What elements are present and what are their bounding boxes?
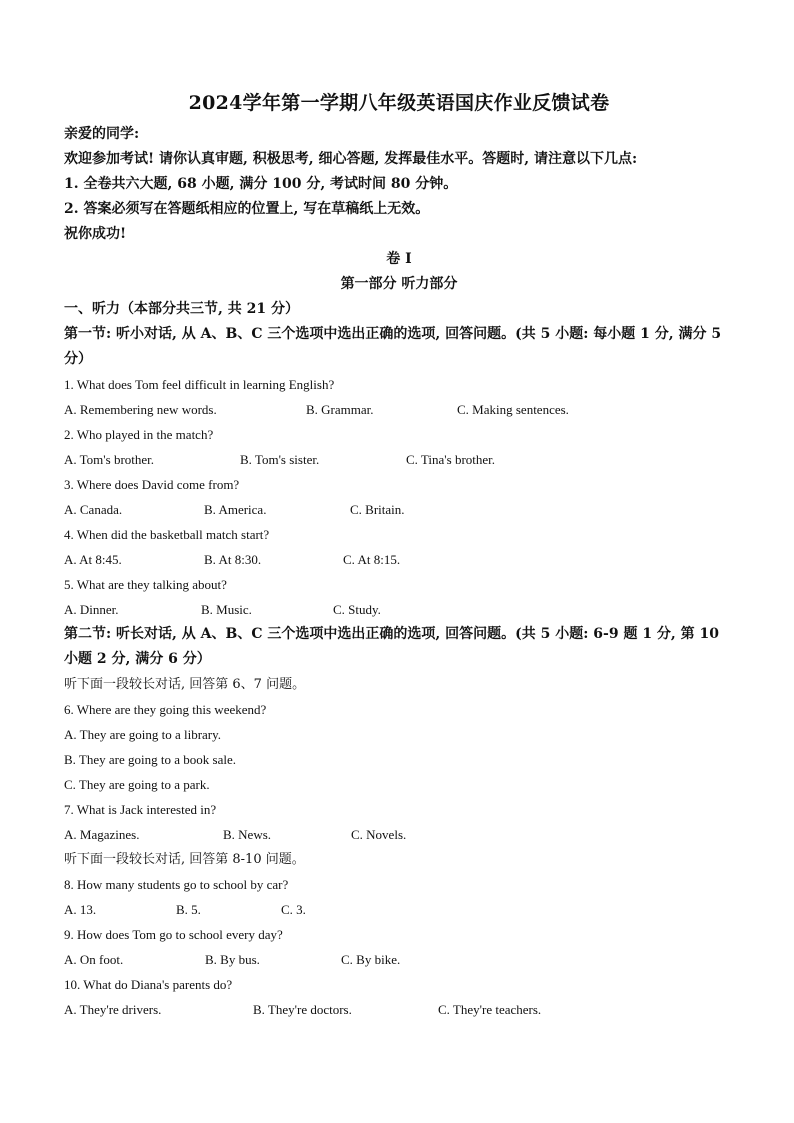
question-5-options bbox=[64, 597, 734, 622]
wish: 祝你成功! bbox=[64, 226, 127, 242]
question-block bbox=[64, 972, 734, 1022]
option-a: A. They're drivers. bbox=[64, 1002, 162, 1017]
option-a: A. Dinner. bbox=[64, 602, 119, 617]
option-c: C. Novels. bbox=[351, 827, 407, 842]
greeting: 亲爱的同学: bbox=[64, 126, 140, 142]
question-7: 7. What is Jack interested in? bbox=[64, 802, 217, 817]
option-a: A. Remembering new words. bbox=[64, 402, 217, 417]
option-c: C. Making sentences. bbox=[457, 402, 569, 417]
option-b: B. America. bbox=[204, 502, 267, 517]
question-8: 8. How many students go to school by car? bbox=[64, 877, 289, 892]
option-c: C. They are going to a park. bbox=[64, 777, 210, 792]
option-c: C. Tina's brother. bbox=[406, 452, 496, 467]
dialog-note-8-10: 听下面一段较长对话, 回答第 8-10 问题。 bbox=[64, 852, 305, 867]
question-10-options bbox=[64, 997, 734, 1022]
option-b: B. At 8:30. bbox=[204, 552, 262, 567]
question-block bbox=[64, 572, 734, 622]
question-6: 6. Where are they going this weekend? bbox=[64, 702, 267, 717]
option-b: B. They're doctors. bbox=[253, 1002, 352, 1017]
question-3-options bbox=[64, 497, 734, 522]
option-b: B. Grammar. bbox=[306, 402, 374, 417]
question-3: 3. Where does David come from? bbox=[64, 477, 240, 492]
option-b: B. 5. bbox=[176, 902, 201, 917]
question-8-options bbox=[64, 897, 734, 922]
option-a: A. At 8:45. bbox=[64, 552, 122, 567]
option-c: C. At 8:15. bbox=[343, 552, 401, 567]
section-title: 一、听力（本部分共三节, 共 21 分） bbox=[64, 301, 299, 317]
part-heading: 第一部分 听力部分 bbox=[340, 276, 458, 292]
section2-header: 第二节: 听长对话, 从 A、B、C 三个选项中选出正确的选项, 回答问题。(共 5 小题: 6-9 题 1 分, 第 10 小题 2 分, 满分 6 分） bbox=[64, 626, 720, 667]
question-block bbox=[64, 922, 734, 972]
option-b: B. Music. bbox=[201, 602, 252, 617]
rule-1: 1. 全卷共六大题, 68 小题, 满分 100 分, 考试时间 80 分钟。 bbox=[64, 176, 458, 192]
question-block bbox=[64, 372, 734, 422]
question-7-options bbox=[64, 822, 734, 847]
option-a: A. Canada. bbox=[64, 502, 123, 517]
question-1: 1. What does Tom feel difficult in learning English? bbox=[64, 377, 335, 392]
exam-title: 2024学年第一学期八年级英语国庆作业反馈试卷 bbox=[188, 92, 610, 114]
question-block bbox=[64, 797, 734, 847]
question-1-options bbox=[64, 397, 734, 422]
question-block bbox=[64, 522, 734, 572]
option-c: C. Britain. bbox=[350, 502, 405, 517]
option-a: A. 13. bbox=[64, 902, 97, 917]
option-c: C. Study. bbox=[333, 602, 381, 617]
question-10: 10. What do Diana's parents do? bbox=[64, 977, 233, 992]
option-b: B. They are going to a book sale. bbox=[64, 752, 236, 767]
option-b: B. News. bbox=[223, 827, 272, 842]
question-5: 5. What are they talking about? bbox=[64, 577, 227, 592]
exam-page bbox=[64, 90, 734, 1022]
question-2: 2. Who played in the match? bbox=[64, 427, 214, 442]
intro: 欢迎参加考试! 请你认真审题, 积极思考, 细心答题, 发挥最佳水平。答题时, 请注意以下几点: bbox=[64, 151, 638, 167]
option-a: A. Magazines. bbox=[64, 827, 140, 842]
option-a: A. They are going to a library. bbox=[64, 727, 222, 742]
option-b: B. By bus. bbox=[205, 952, 260, 967]
question-9-options bbox=[64, 947, 734, 972]
option-a: A. On foot. bbox=[64, 952, 124, 967]
question-4: 4. When did the basketball match start? bbox=[64, 527, 270, 542]
section1-header: 第一节: 听小对话, 从 A、B、C 三个选项中选出正确的选项, 回答问题。(共 5 小题: 每小题 1 分, 满分 5 分） bbox=[64, 326, 722, 367]
dialog-note-6-7: 听下面一段较长对话, 回答第 6、7 问题。 bbox=[64, 677, 306, 692]
option-c: C. By bike. bbox=[341, 952, 401, 967]
question-2-options bbox=[64, 447, 734, 472]
question-block bbox=[64, 472, 734, 522]
option-c: C. 3. bbox=[281, 902, 306, 917]
question-block bbox=[64, 697, 734, 797]
rule-2: 2. 答案必须写在答题纸相应的位置上, 写在草稿纸上无效。 bbox=[64, 201, 430, 217]
question-block bbox=[64, 872, 734, 922]
question-9: 9. How does Tom go to school every day? bbox=[64, 927, 283, 942]
volume-heading: 卷 I bbox=[386, 251, 412, 267]
option-b: B. Tom's sister. bbox=[240, 452, 320, 467]
question-block bbox=[64, 422, 734, 472]
question-4-options bbox=[64, 547, 734, 572]
option-c: C. They're teachers. bbox=[438, 1002, 542, 1017]
option-a: A. Tom's brother. bbox=[64, 452, 155, 467]
